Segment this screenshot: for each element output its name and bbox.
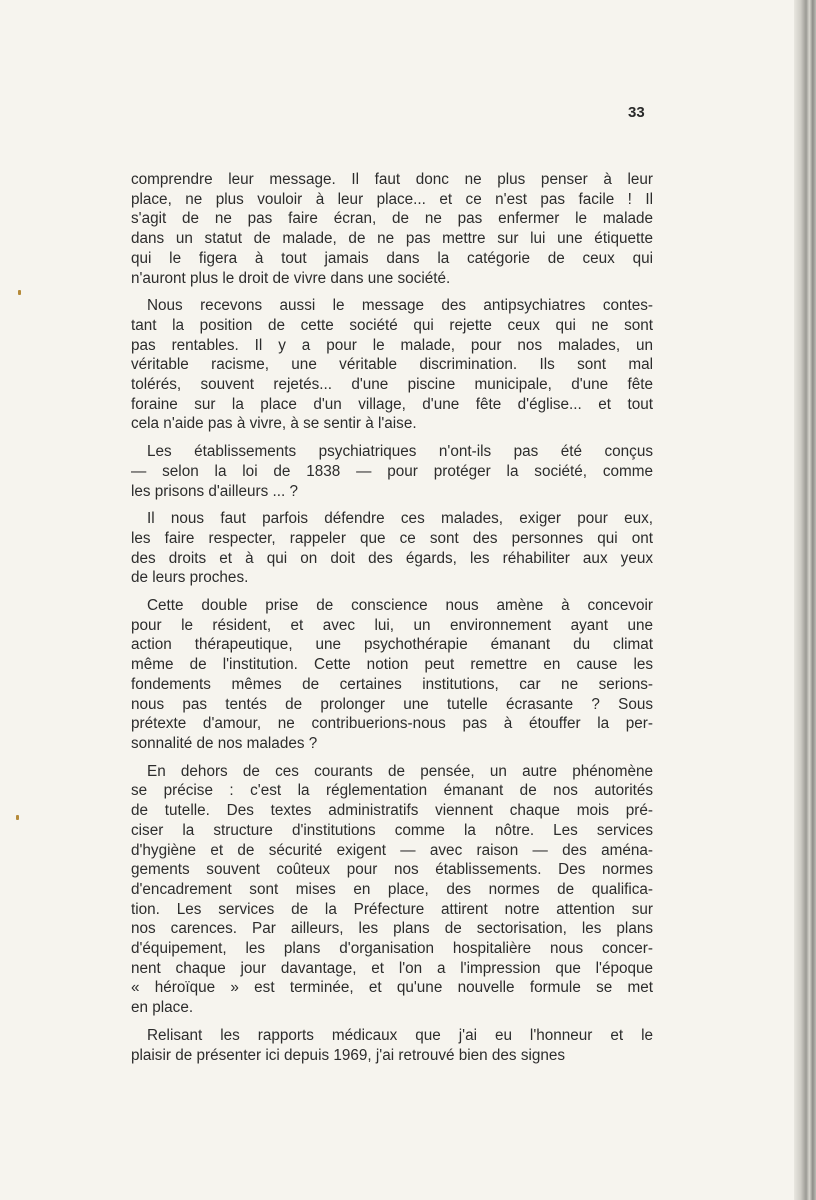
text-line: nous pas tentés de prolonger une tutelle écrasante ? Sous bbox=[131, 695, 653, 713]
paragraph bbox=[131, 596, 653, 754]
text-line: les faire respecter, rappeler que ce sont des personnes qui ont bbox=[131, 529, 653, 547]
text-line: ciser la structure d'institutions comme la nôtre. Les services bbox=[131, 821, 653, 839]
text-line: de tutelle. Des textes administratifs viennent chaque mois pré- bbox=[131, 802, 653, 820]
page-edge-shadow bbox=[794, 0, 816, 1200]
text-line: — selon la loi de 1838 — pour protéger la société, comme bbox=[131, 462, 653, 480]
text-line: gements souvent coûteux pour nos établissements. Des normes bbox=[131, 861, 653, 879]
body-text bbox=[131, 170, 653, 1065]
text-line: même de l'institution. Cette notion peut remettre en cause les bbox=[131, 656, 653, 674]
text-line: qui le figera à tout jamais dans la catégorie de ceux qui bbox=[131, 249, 653, 267]
text-line: Nous recevons aussi le message des antipsychiatres contes- bbox=[147, 297, 653, 315]
text-line: tolérés, souvent rejetés... d'une piscine municipale, d'une fête bbox=[131, 376, 653, 394]
text-line: se précise : c'est la réglementation émanant de nos autorités bbox=[131, 782, 653, 800]
margin-mark bbox=[18, 290, 21, 295]
text-line: en place. bbox=[131, 999, 194, 1017]
text-line: tant la position de cette société qui rejette ceux qui ne sont bbox=[131, 316, 653, 334]
text-line: des droits et à qui on doit des égards, les réhabiliter aux yeux bbox=[131, 549, 653, 567]
text-line: plaisir de présenter ici depuis 1969, j'ai retrouvé bien des signes bbox=[131, 1046, 566, 1064]
text-line: s'agit de ne pas faire écran, de ne pas enfermer le malade bbox=[131, 210, 653, 228]
text-line: « héroïque » est terminée, et qu'une nouvelle formule se met bbox=[131, 979, 653, 997]
text-line: pour le résident, et avec lui, un environnement ayant une bbox=[131, 616, 653, 634]
text-line: nent chaque jour davantage, et l'on a l'impression que l'époque bbox=[131, 959, 653, 977]
text-line: sonnalité de nos malades ? bbox=[131, 734, 318, 752]
paragraph bbox=[131, 170, 653, 288]
text-line: comprendre leur message. Il faut donc ne plus penser à leur bbox=[131, 171, 653, 188]
text-line: action thérapeutique, une psychothérapie émanant du climat bbox=[131, 636, 653, 654]
text-line: d'équipement, les plans d'organisation hospitalière nous concer- bbox=[131, 940, 653, 958]
paragraph bbox=[131, 1026, 653, 1065]
text-line: n'auront plus le droit de vivre dans une société. bbox=[131, 269, 451, 287]
page-number: 33 bbox=[628, 104, 645, 121]
text-line: véritable racisme, une véritable discrimination. Ils sont mal bbox=[131, 356, 653, 374]
paragraph bbox=[131, 296, 653, 434]
text-line: pas rentables. Il y a pour le malade, pour nos malades, un bbox=[131, 336, 653, 354]
paragraph bbox=[131, 509, 653, 588]
text-line: foraine sur la place d'un village, d'une fête d'église... et tout bbox=[131, 395, 653, 413]
text-line: Cette double prise de conscience nous amène à concevoir bbox=[147, 597, 653, 615]
text-line: Relisant les rapports médicaux que j'ai eu l'honneur et le bbox=[147, 1026, 653, 1044]
text-line: Les établissements psychiatriques n'ont-ils pas été conçus bbox=[147, 443, 653, 461]
text-line: cela n'aide pas à vivre, à se sentir à l'aise. bbox=[131, 415, 417, 433]
text-line: les prisons d'ailleurs ... ? bbox=[131, 482, 299, 500]
margin-mark bbox=[16, 815, 19, 820]
paragraph bbox=[131, 442, 653, 501]
text-line: de leurs proches. bbox=[131, 569, 249, 587]
paragraph bbox=[131, 762, 653, 1018]
text-line: d'encadrement sont mises en place, des normes de qualifica- bbox=[131, 880, 653, 898]
text-line: nos carences. Par ailleurs, les plans de sectorisation, les plans bbox=[131, 920, 653, 938]
text-line: tion. Les services de la Préfecture attirent notre attention sur bbox=[131, 900, 653, 918]
text-line: d'hygiène et de sécurité exigent — avec raison — des aména- bbox=[131, 841, 653, 859]
text-line: prétexte d'amour, ne contribuerions-nous pas à étouffer la per- bbox=[131, 715, 653, 733]
text-line: fondements mêmes de certaines institutions, car ne serions- bbox=[131, 675, 653, 693]
text-line: dans un statut de malade, de ne pas mettre sur lui une étiquette bbox=[131, 230, 653, 248]
text-line: place, ne plus vouloir à leur place... et ce n'est pas facile ! Il bbox=[131, 190, 653, 208]
text-line: Il nous faut parfois défendre ces malades, exiger pour eux, bbox=[147, 510, 653, 528]
text-line: En dehors de ces courants de pensée, un autre phénomène bbox=[147, 762, 653, 780]
